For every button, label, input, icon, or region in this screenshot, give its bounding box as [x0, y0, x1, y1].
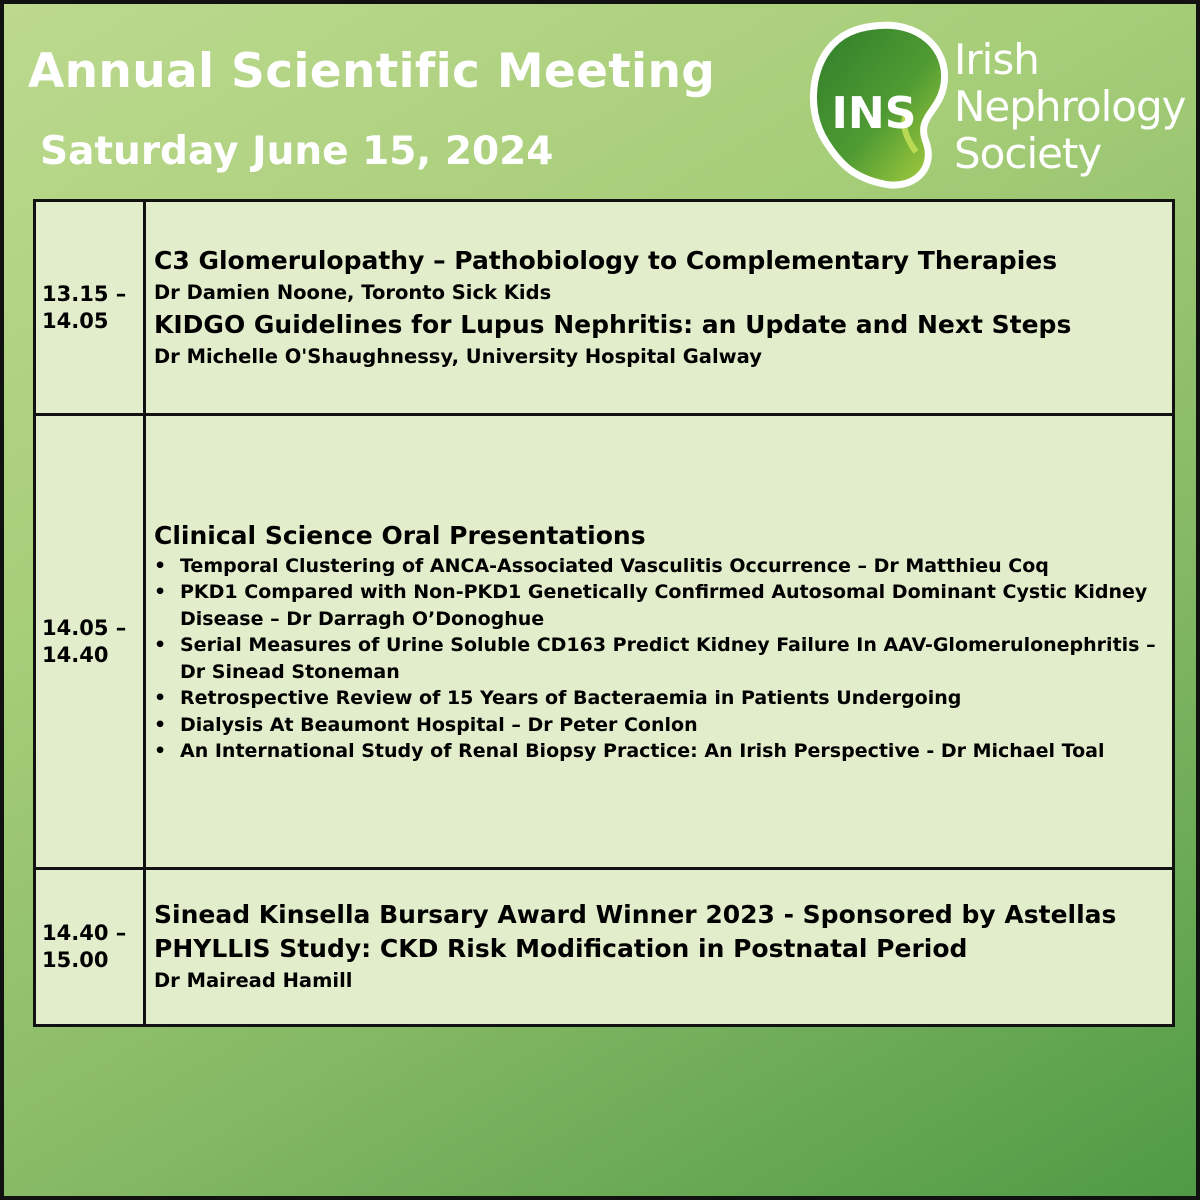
logo-line-3: Society: [954, 129, 1102, 178]
time-cell: [36, 870, 146, 1024]
talk-speaker: Dr Damien Noone, Toronto Sick Kids: [154, 280, 552, 304]
time-start: 14.40 –: [42, 921, 127, 945]
list-item: • Serial Measures of Urine Soluble CD163 Predict Kidney Failure In AAV-Glomerulonephritis – Dr Sinead Stoneman: [154, 632, 1166, 685]
session-content: [146, 870, 1172, 1024]
list-item: • PKD1 Compared with Non-PKD1 Genetically Confirmed Autosomal Dominant Cystic Kidney Disease – Dr Darragh O’Donoghue: [154, 579, 1166, 632]
time-end: 14.40: [42, 642, 109, 667]
time-end: 15.00: [42, 948, 109, 972]
schedule-row: [36, 870, 1172, 1024]
time-start: 13.15 –: [42, 281, 127, 306]
schedule-row: [36, 202, 1172, 416]
time-end: 14.05: [42, 308, 109, 333]
schedule-row: [36, 416, 1172, 870]
list-item: • Temporal Clustering of ANCA-Associated Vasculitis Occurrence – Dr Matthieu Coq: [154, 553, 1166, 580]
presentation-list: [154, 553, 1166, 765]
session-content: [146, 416, 1172, 867]
logo-line-1: Irish: [954, 35, 1039, 84]
logo-wordmark: [954, 36, 1185, 177]
time-cell: [36, 416, 146, 867]
logo-monogram: INS: [831, 88, 917, 139]
time-cell: [36, 202, 146, 413]
list-item: • Dialysis At Beaumont Hospital – Dr Peter Conlon: [154, 712, 1166, 739]
award-title: Sinead Kinsella Bursary Award Winner 2023 - Sponsored by Astellas: [154, 900, 1117, 929]
talk-speaker: Dr Michelle O'Shaughnessy, University Hospital Galway: [154, 344, 762, 368]
talk-title: KIDGO Guidelines for Lupus Nephritis: an Update and Next Steps: [154, 309, 1072, 339]
list-item: • An International Study of Renal Biopsy Practice: An Irish Perspective - Dr Michael Toal: [154, 738, 1166, 765]
page-title: Annual Scientific Meeting: [28, 44, 716, 99]
talk-title: C3 Glomerulopathy – Pathobiology to Complementary Therapies: [154, 245, 1058, 275]
time-start: 14.05 –: [42, 615, 127, 640]
list-item: • Retrospective Review of 15 Years of Bacteraemia in Patients Undergoing: [154, 685, 1166, 712]
talk-title: PHYLLIS Study: CKD Risk Modification in Postnatal Period: [154, 934, 968, 963]
kidney-logo-icon: [804, 14, 954, 194]
event-date: Saturday June 15, 2024: [40, 129, 554, 174]
talk-speaker: Dr Mairead Hamill: [154, 969, 353, 992]
session-title: Clinical Science Oral Presentations: [154, 520, 646, 550]
logo-line-2: Nephrology: [954, 82, 1186, 131]
schedule-table: [33, 199, 1175, 1027]
session-content: [146, 202, 1172, 413]
ins-logo: [804, 14, 1194, 194]
